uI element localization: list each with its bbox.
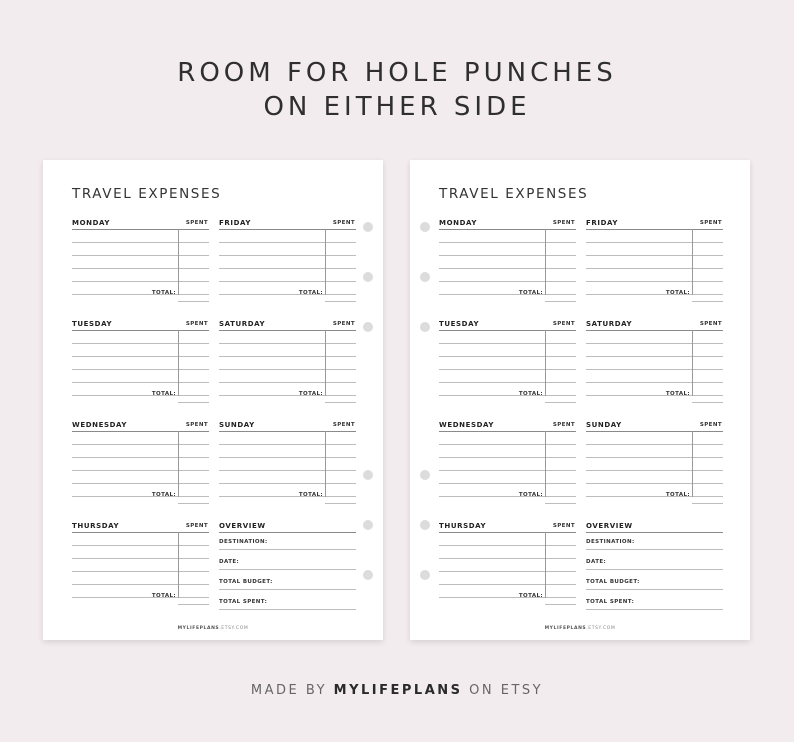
punch-hole bbox=[420, 520, 430, 530]
total-label: TOTAL: bbox=[298, 290, 323, 296]
expense-line bbox=[439, 545, 576, 546]
spent-column-divider bbox=[545, 532, 546, 598]
punch-hole bbox=[420, 222, 430, 232]
spent-label: SPENT bbox=[552, 422, 575, 428]
total-row bbox=[219, 290, 356, 304]
overview-line bbox=[219, 569, 356, 570]
total-label: TOTAL: bbox=[665, 290, 690, 296]
overview-field-total-budget bbox=[586, 579, 723, 597]
total-label: TOTAL: bbox=[665, 391, 690, 397]
total-line bbox=[545, 402, 576, 403]
spent-column-divider bbox=[178, 330, 179, 396]
credit-line bbox=[0, 683, 794, 698]
expense-line bbox=[72, 483, 209, 484]
overview-label: TOTAL BUDGET: bbox=[586, 579, 640, 585]
expense-line bbox=[219, 483, 356, 484]
day-name: SATURDAY bbox=[219, 320, 266, 328]
total-row bbox=[439, 290, 576, 304]
day-block-friday bbox=[219, 219, 356, 311]
expense-line bbox=[439, 268, 576, 269]
overview-field-destination bbox=[586, 539, 723, 557]
header-rule bbox=[219, 229, 356, 230]
header-rule bbox=[439, 532, 576, 533]
header-rule bbox=[72, 431, 209, 432]
overview-field-date bbox=[219, 559, 356, 577]
total-row bbox=[72, 492, 209, 506]
expense-line bbox=[72, 558, 209, 559]
total-line bbox=[545, 301, 576, 302]
total-row bbox=[439, 492, 576, 506]
spent-column-divider bbox=[325, 229, 326, 295]
expense-line bbox=[72, 255, 209, 256]
expense-line bbox=[72, 571, 209, 572]
total-row bbox=[219, 391, 356, 405]
total-line bbox=[178, 604, 209, 605]
overview-field-total-spent bbox=[586, 599, 723, 617]
header-rule bbox=[72, 532, 209, 533]
overview-title: OVERVIEW bbox=[586, 522, 633, 530]
spent-column-divider bbox=[545, 330, 546, 396]
planner-page-right bbox=[410, 160, 750, 640]
expense-line bbox=[219, 457, 356, 458]
expense-line bbox=[439, 483, 576, 484]
header-rule bbox=[586, 532, 723, 533]
expense-line bbox=[586, 382, 723, 383]
headline-line-2: ON EITHER SIDE bbox=[263, 92, 531, 122]
punch-hole bbox=[363, 470, 373, 480]
expense-line bbox=[72, 584, 209, 585]
header-rule bbox=[439, 229, 576, 230]
header-rule bbox=[72, 330, 209, 331]
day-block-thursday bbox=[72, 522, 209, 614]
spent-label: SPENT bbox=[699, 422, 722, 428]
spent-column-divider bbox=[692, 431, 693, 497]
spent-column-divider bbox=[545, 229, 546, 295]
expense-line bbox=[72, 242, 209, 243]
day-name: TUESDAY bbox=[72, 320, 113, 328]
spent-column-divider bbox=[692, 229, 693, 295]
total-line bbox=[325, 301, 356, 302]
overview-line bbox=[219, 609, 356, 610]
total-row bbox=[219, 492, 356, 506]
expense-line bbox=[439, 470, 576, 471]
total-label: TOTAL: bbox=[518, 290, 543, 296]
expense-line bbox=[586, 483, 723, 484]
day-name: TUESDAY bbox=[439, 320, 480, 328]
overview-block bbox=[586, 522, 723, 614]
day-name: SATURDAY bbox=[586, 320, 633, 328]
total-label: TOTAL: bbox=[518, 492, 543, 498]
spent-column-divider bbox=[178, 532, 179, 598]
spent-label: SPENT bbox=[552, 321, 575, 327]
expense-line bbox=[72, 356, 209, 357]
spent-label: SPENT bbox=[552, 220, 575, 226]
overview-label: TOTAL BUDGET: bbox=[219, 579, 273, 585]
total-label: TOTAL: bbox=[151, 593, 176, 599]
overview-line bbox=[586, 609, 723, 610]
punch-hole bbox=[363, 322, 373, 332]
spent-label: SPENT bbox=[185, 523, 208, 529]
spent-label: SPENT bbox=[185, 220, 208, 226]
expense-line bbox=[586, 369, 723, 370]
expense-line bbox=[72, 444, 209, 445]
headline-line-1: ROOM FOR HOLE PUNCHES bbox=[177, 58, 617, 88]
expense-line bbox=[72, 545, 209, 546]
overview-line bbox=[586, 589, 723, 590]
footer-brand: MYLIFEPLANS bbox=[177, 626, 220, 631]
punch-hole bbox=[363, 222, 373, 232]
overview-block bbox=[219, 522, 356, 614]
total-row bbox=[439, 593, 576, 607]
overview-line bbox=[219, 549, 356, 550]
expense-line bbox=[72, 470, 209, 471]
footer-suffix: .ETSY.COM bbox=[219, 626, 249, 631]
header-rule bbox=[439, 330, 576, 331]
expense-line bbox=[586, 242, 723, 243]
overview-line bbox=[219, 589, 356, 590]
expense-line bbox=[586, 268, 723, 269]
expense-line bbox=[439, 281, 576, 282]
overview-label: DESTINATION: bbox=[586, 539, 635, 545]
total-label: TOTAL: bbox=[518, 391, 543, 397]
page-title: TRAVEL EXPENSES bbox=[439, 186, 589, 202]
expense-line bbox=[219, 268, 356, 269]
day-block-thursday bbox=[439, 522, 576, 614]
expense-line bbox=[72, 343, 209, 344]
credit-prefix: MADE BY bbox=[250, 683, 328, 698]
credit-suffix: ON ETSY bbox=[469, 683, 544, 698]
total-line bbox=[325, 503, 356, 504]
total-line bbox=[178, 402, 209, 403]
expense-line bbox=[586, 343, 723, 344]
expense-line bbox=[219, 356, 356, 357]
punch-hole bbox=[363, 570, 373, 580]
overview-field-destination bbox=[219, 539, 356, 557]
spent-label: SPENT bbox=[332, 422, 355, 428]
overview-line bbox=[586, 549, 723, 550]
day-name: SUNDAY bbox=[219, 421, 255, 429]
total-label: TOTAL: bbox=[665, 492, 690, 498]
total-line bbox=[692, 402, 723, 403]
day-block-tuesday bbox=[72, 320, 209, 412]
punch-hole bbox=[420, 570, 430, 580]
page-footer bbox=[410, 626, 750, 631]
total-row bbox=[72, 290, 209, 304]
credit-brand: MYLIFEPLANS bbox=[333, 683, 463, 698]
spent-label: SPENT bbox=[185, 321, 208, 327]
expense-line bbox=[219, 242, 356, 243]
day-name: FRIDAY bbox=[586, 219, 619, 227]
expense-line bbox=[586, 356, 723, 357]
total-label: TOTAL: bbox=[298, 391, 323, 397]
total-row bbox=[439, 391, 576, 405]
spent-label: SPENT bbox=[185, 422, 208, 428]
expense-line bbox=[439, 242, 576, 243]
spent-column-divider bbox=[325, 431, 326, 497]
overview-line bbox=[586, 569, 723, 570]
expense-line bbox=[439, 457, 576, 458]
overview-field-date bbox=[586, 559, 723, 577]
overview-label: DESTINATION: bbox=[219, 539, 268, 545]
expense-line bbox=[219, 369, 356, 370]
punch-hole bbox=[363, 272, 373, 282]
total-row bbox=[586, 290, 723, 304]
total-label: TOTAL: bbox=[151, 391, 176, 397]
day-name: MONDAY bbox=[439, 219, 478, 227]
total-line bbox=[178, 301, 209, 302]
expense-line bbox=[219, 343, 356, 344]
overview-title: OVERVIEW bbox=[219, 522, 266, 530]
day-block-wednesday bbox=[72, 421, 209, 513]
expense-line bbox=[586, 457, 723, 458]
spent-label: SPENT bbox=[699, 321, 722, 327]
expense-line bbox=[219, 470, 356, 471]
day-name: WEDNESDAY bbox=[72, 421, 128, 429]
spent-label: SPENT bbox=[332, 321, 355, 327]
header-rule bbox=[586, 330, 723, 331]
footer-suffix: .ETSY.COM bbox=[586, 626, 616, 631]
expense-line bbox=[72, 382, 209, 383]
total-label: TOTAL: bbox=[298, 492, 323, 498]
expense-line bbox=[439, 382, 576, 383]
day-block-monday bbox=[72, 219, 209, 311]
spent-label: SPENT bbox=[552, 523, 575, 529]
total-row bbox=[586, 492, 723, 506]
spent-column-divider bbox=[178, 229, 179, 295]
day-name: FRIDAY bbox=[219, 219, 252, 227]
day-name: SUNDAY bbox=[586, 421, 622, 429]
day-block-friday bbox=[586, 219, 723, 311]
expense-line bbox=[72, 369, 209, 370]
total-line bbox=[325, 402, 356, 403]
total-label: TOTAL: bbox=[518, 593, 543, 599]
header-rule bbox=[219, 330, 356, 331]
expense-line bbox=[439, 571, 576, 572]
day-block-tuesday bbox=[439, 320, 576, 412]
day-name: THURSDAY bbox=[72, 522, 120, 530]
spent-column-divider bbox=[325, 330, 326, 396]
page-title: TRAVEL EXPENSES bbox=[72, 186, 222, 202]
day-name: THURSDAY bbox=[439, 522, 487, 530]
total-line bbox=[692, 301, 723, 302]
spent-label: SPENT bbox=[699, 220, 722, 226]
expense-line bbox=[72, 268, 209, 269]
expense-line bbox=[439, 584, 576, 585]
spent-column-divider bbox=[178, 431, 179, 497]
header-rule bbox=[219, 431, 356, 432]
expense-line bbox=[586, 444, 723, 445]
total-row bbox=[72, 391, 209, 405]
page-footer bbox=[43, 626, 383, 631]
header-rule bbox=[586, 431, 723, 432]
header-rule bbox=[72, 229, 209, 230]
punch-hole bbox=[420, 322, 430, 332]
expense-line bbox=[586, 470, 723, 471]
spent-column-divider bbox=[692, 330, 693, 396]
header-rule bbox=[439, 431, 576, 432]
expense-line bbox=[72, 281, 209, 282]
day-block-saturday bbox=[586, 320, 723, 412]
expense-line bbox=[72, 457, 209, 458]
expense-line bbox=[439, 343, 576, 344]
total-label: TOTAL: bbox=[151, 290, 176, 296]
total-line bbox=[178, 503, 209, 504]
expense-line bbox=[219, 444, 356, 445]
total-row bbox=[586, 391, 723, 405]
spent-column-divider bbox=[545, 431, 546, 497]
header-rule bbox=[586, 229, 723, 230]
expense-line bbox=[439, 369, 576, 370]
expense-line bbox=[219, 255, 356, 256]
expense-line bbox=[439, 558, 576, 559]
total-line bbox=[545, 503, 576, 504]
total-label: TOTAL: bbox=[151, 492, 176, 498]
expense-line bbox=[439, 356, 576, 357]
total-row bbox=[72, 593, 209, 607]
footer-brand: MYLIFEPLANS bbox=[544, 626, 587, 631]
day-block-saturday bbox=[219, 320, 356, 412]
expense-line bbox=[586, 255, 723, 256]
overview-label: TOTAL SPENT: bbox=[586, 599, 635, 605]
overview-field-total-spent bbox=[219, 599, 356, 617]
day-block-monday bbox=[439, 219, 576, 311]
overview-field-total-budget bbox=[219, 579, 356, 597]
punch-hole bbox=[363, 520, 373, 530]
day-block-sunday bbox=[586, 421, 723, 513]
punch-hole bbox=[420, 272, 430, 282]
expense-line bbox=[219, 382, 356, 383]
day-name: MONDAY bbox=[72, 219, 111, 227]
day-block-sunday bbox=[219, 421, 356, 513]
total-line bbox=[692, 503, 723, 504]
expense-line bbox=[439, 255, 576, 256]
expense-line bbox=[439, 444, 576, 445]
day-block-wednesday bbox=[439, 421, 576, 513]
header-rule bbox=[219, 532, 356, 533]
expense-line bbox=[586, 281, 723, 282]
overview-label: DATE: bbox=[219, 559, 240, 565]
total-line bbox=[545, 604, 576, 605]
spent-label: SPENT bbox=[332, 220, 355, 226]
overview-label: DATE: bbox=[586, 559, 607, 565]
punch-hole bbox=[420, 470, 430, 480]
expense-line bbox=[219, 281, 356, 282]
overview-label: TOTAL SPENT: bbox=[219, 599, 268, 605]
day-name: WEDNESDAY bbox=[439, 421, 495, 429]
planner-page-left bbox=[43, 160, 383, 640]
